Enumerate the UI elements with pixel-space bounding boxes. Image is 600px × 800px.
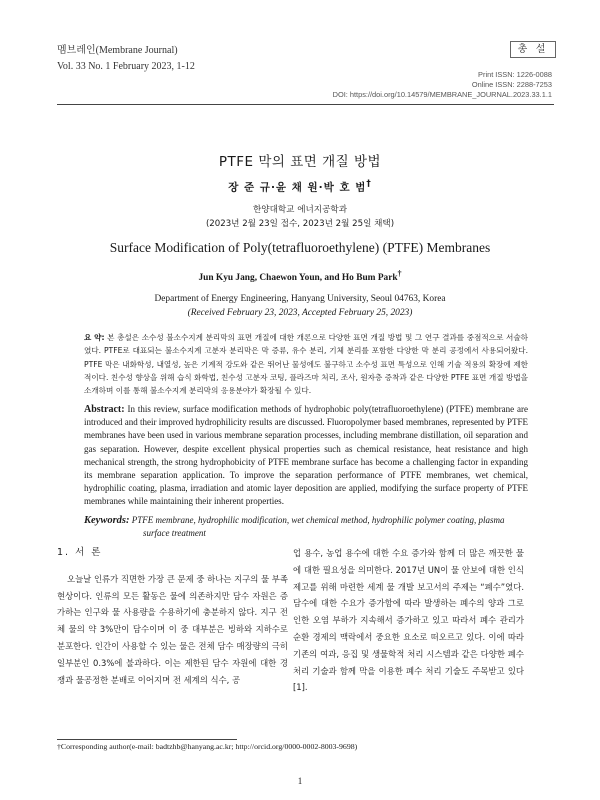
body-column-left [57, 545, 288, 688]
article-type-badge: 총 설 [510, 41, 556, 58]
abstract-en-label: Abstract: [84, 404, 125, 415]
footnote: †Corresponding author(e-mail: badtzhb@hanyang.ac.kr; http://orcid.org/0000-0002-8003-9698) [57, 742, 358, 751]
corresponding-mark-en: † [397, 269, 402, 278]
keywords-label: Keywords: [84, 515, 130, 526]
body-paragraph-right: 업 용수, 농업 용수에 대한 수요 증가와 함께 더 많은 깨끗한 물에 대한 필요성을 의미한다. 2017년 UN이 물 안보에 대한 인식 제고를 위해 마련한 세계 물 개발 보고서의 주제는 “폐수”였다. 담수에 대한 수요가 증가함에 따라 발생하는 폐수의 양과 그로 인한 오염 부하가 지속해서 증가하고 있고 따라서 폐수 관리가 순환 경제의 맥락에서 중요한 요소로 떠오르고 있다. 이에 따라 기존의 여과, 응집 및 생물학적 처리 시스템과 같은 다양한 폐수 처리 기술과 함께 막을 이용한 폐수 처리 기술도 주목받고 있다[1]. [293, 548, 524, 693]
abstract-english [84, 403, 528, 509]
affiliation-korean [0, 203, 600, 231]
title-korean: PTFE 막의 표면 개질 방법 [218, 154, 382, 170]
print-issn: Print ISSN: 1226-0088 [478, 70, 552, 79]
header-rule [57, 104, 554, 105]
abstract-ko-text: 본 총설은 소수성 불소수지계 분리막의 표면 개질에 대한 개론으로 다양한 표면 개질 방법 및 그 연구 결과를 중점적으로 서술하였다. PTFE로 대표되는 불소수지계 고분자 분리막은 막 증류, 유수 분리, 기체 분리를 포함한 다양한 막 분리 공정에서 사용되어왔다. PTFE 막은 내화학성, 내열성, 높은 기계적 강도와 같은 뛰어난 물성에도 불구하고 소수성 표면 특성으로 인해 기술 적용의 확장에 제한적이다. 친수성 향상을 위해 습식 화학법, 친수성 고분자 코팅, 플라즈마 처리, 조사, 원자층 증착과 같은 다양한 PTFE 표면 개질 방법을 소개하며 이를 통해 불소수지계 분리막의 응용분야가 확장될 수 있다. [84, 333, 529, 396]
corresponding-mark: † [366, 179, 372, 189]
received-en: (Received February 23, 2023, Accepted February 25, 2023) [187, 308, 413, 318]
affiliation-english [0, 292, 600, 320]
title-english: Surface Modification of Poly(tetrafluoroethylene) (PTFE) Membranes [109, 240, 491, 255]
issn-block [333, 70, 552, 100]
volume-line: Vol. 33 No. 1 February 2023, 1-12 [57, 61, 195, 72]
authors-english [0, 269, 600, 283]
authors-korean-names: 장 준 규·윤 채 원·박 호 범 [228, 181, 367, 194]
keywords-line1: PTFE membrane, hydrophilic modification, wet chemical method, hydrophilic polymer coating, plasma [131, 515, 505, 525]
affiliation-en-text: Department of Energy Engineering, Hanyang University, Seoul 04763, Korea [154, 294, 446, 304]
abstract-en-text: In this review, surface modification methods of hydrophobic poly(tetrafluoroethylene) (PTFE) membrane are introduced and their improved hydrophilicity results are discussed. Fluoropolymer based membranes, represented by PTFE membranes have been used in various membrane separation processes, including membrane distillation, oil separation and gas separation. However, despite excellent physical properties such as chemical resistance, heat resistance and high mechanical strength, the strong hydrophobicity of PTFE membrane surface has become a challenging factor in expanding its membrane separation application. To improve the separation performance of PTFE membranes, wet chemical, hydrophilic coating, plasma, irradiation and atomic layer deposition are applied, modifying the surface property of PTFE membranes while maintaining their inherent properties. [84, 404, 529, 507]
page-number: 1 [297, 776, 303, 786]
journal-name: 멤브레인(Membrane Journal) [57, 45, 178, 56]
affiliation-ko-text: 한양대학교 에너지공학과 [252, 205, 348, 215]
received-ko: (2023년 2월 23일 접수, 2023년 2월 25일 채택) [205, 219, 395, 229]
footnote-rule [57, 739, 237, 740]
authors-english-names: Jun Kyu Jang, Chaewon Youn, and Ho Bum Park [198, 273, 398, 284]
keywords [84, 514, 528, 539]
body-paragraph-left: 오늘날 인류가 직면한 가장 큰 문제 중 하나는 지구의 물 부족 현상이다. 인류의 모든 활동은 물에 의존하지만 담수 자원은 증가하는 인구와 물 사용량을 수용하기에 충분하지 않다. 지구 전체 물의 약 3%만이 담수이며 이 중 대부분은 빙하와 지하수로 분포한다. 인간이 사용할 수 있는 물은 전체 담수 매장량의 극히 일부분인 0.3%에 불과하다. 이는 제한된 담수 자원에 대한 경쟁과 물공정한 분배로 이어지며 전 세계의 식수, 공 [57, 573, 288, 685]
abstract-korean [84, 331, 528, 397]
online-issn: Online ISSN: 2288-7253 [471, 80, 552, 89]
section-title: 1. 서 론 [57, 547, 103, 558]
doi-link[interactable]: DOI: https://doi.org/10.14579/MEMBRANE_JOURNAL.2023.33.1.1 [332, 90, 552, 99]
body-column-right [293, 545, 524, 696]
abstract-ko-label: 요 약: [84, 333, 105, 342]
authors-korean [0, 179, 600, 195]
journal-info [57, 43, 195, 75]
keywords-line2: surface treatment [143, 528, 206, 538]
